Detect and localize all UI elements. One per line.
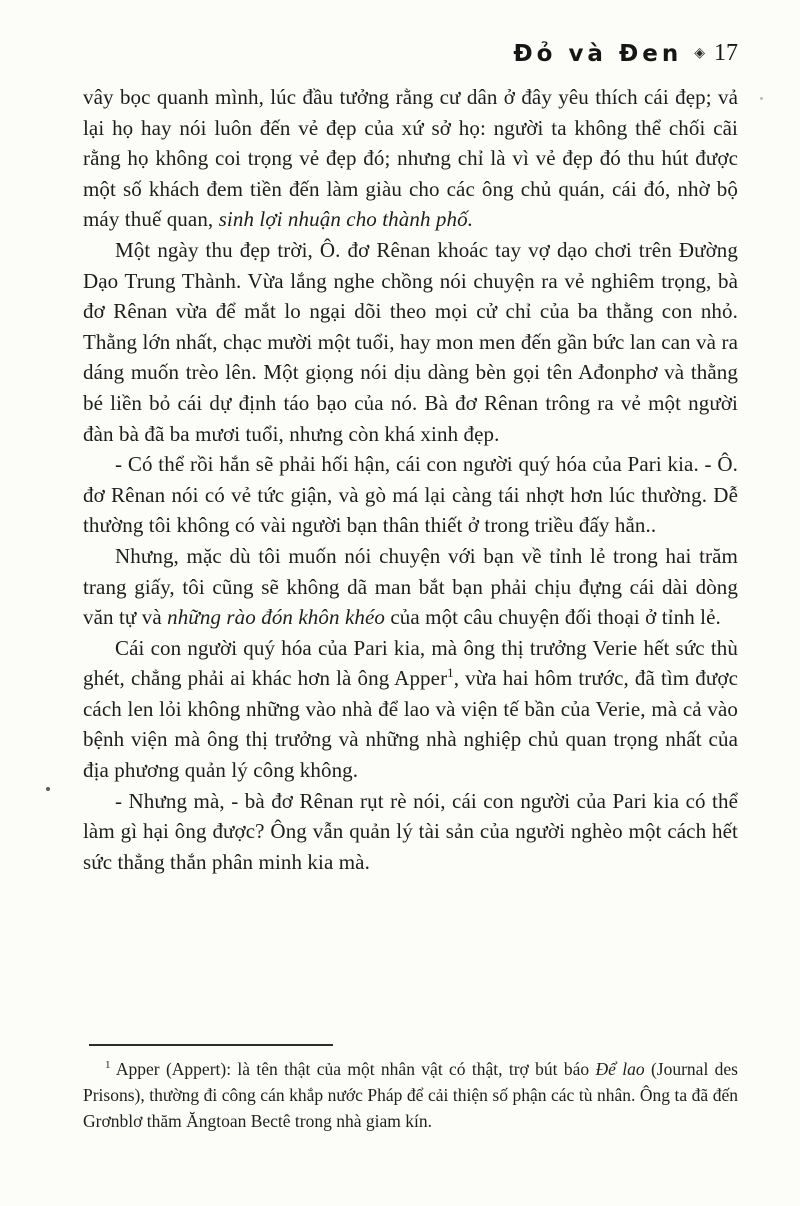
text-segment: Nhưng, mặc dù tôi muốn nói chuyện với bạn về tỉnh lẻ trong hai trăm trang giấy, tôi cũng sẽ không dã man bắt bạn phải chịu đựng cái dài dòng văn tự và <box>83 543 738 630</box>
text-segment: , vừa hai hôm trước, đã tìm được cách len lỏi không những vào nhà để lao và viện tế bần của Verie, mà cả vào bệnh viện mà ông thị trưởng và những nhà nghiệp chủ quan trọng nhất của địa phương quản lý công không. <box>83 666 738 783</box>
footnote-marker: 1 <box>105 1059 111 1072</box>
paragraph <box>83 541 738 633</box>
paragraph <box>83 633 738 786</box>
text-segment: vây bọc quanh mình, lúc đầu tưởng rằng cư dân ở đây yêu thích cái đẹp; vả lại họ hay nói luôn đến vẻ đẹp của xứ sở họ: người ta không thể chối cãi rằng họ không coi trọng vẻ đẹp đó; nhưng chỉ là vì vẻ đẹp đó thu hút được một số khách đem tiền đến làm giàu cho các ông chủ quán, cái đó, nhờ bộ máy thuế quan, <box>83 85 738 232</box>
text-segment-italic: sinh lợi nhuận cho thành phố. <box>218 207 474 232</box>
running-header <box>513 40 738 67</box>
scan-speck <box>46 787 50 791</box>
book-title: Đỏ và Đen <box>513 40 683 67</box>
page-number: 17 <box>714 40 738 66</box>
paragraph <box>83 449 738 541</box>
footnote-rule <box>89 1044 333 1046</box>
body-text <box>83 82 738 877</box>
paragraph <box>83 786 738 878</box>
text-segment-italic: Để lao <box>595 1059 645 1079</box>
text-segment-italic: những rào đón khôn khéo <box>167 605 385 630</box>
paragraph <box>83 82 738 235</box>
text-segment: của một câu chuyện đối thoại ở tỉnh lẻ. <box>385 605 721 630</box>
text-segment: Cái con người quý hóa của Pari kia, mà ông thị trưởng Verie hết sức thù ghét, chẳng phải ai khác hơn là ông Apper <box>83 635 738 691</box>
diamond-ornament-icon: ◈ <box>694 46 705 61</box>
text-segment: - Nhưng mà, - bà đơ Rênan rụt rè nói, cái con người của Pari kia có thể làm gì hại ông được? Ông vẫn quản lý tài sản của người nghèo một cách hết sức thẳng thắn phân minh kia mà. <box>83 788 738 874</box>
footnote-reference-marker: 1 <box>447 665 454 681</box>
text-segment: Apper (Appert): là tên thật của một nhân vật có thật, trợ bút báo <box>110 1059 596 1079</box>
footnote-block <box>83 1044 738 1134</box>
text-segment: - Có thể rồi hắn sẽ phải hối hận, cái con người quý hóa của Pari kia. - Ô. đơ Rênan nói có vẻ tức giận, và gò má lại càng tái nhợt hơn lúc thường. Dễ thường tôi không có vài người bạn thân thiết ở trong triều đấy hẳn.. <box>83 452 738 538</box>
paragraph <box>83 235 738 449</box>
footnote <box>83 1056 738 1134</box>
scan-speck <box>760 97 763 100</box>
text-segment: (Journal des Prisons), thường đi công cán khắp nước Pháp để cải thiện số phận các tù nhân. Ông ta đã đến Grơnblơ thăm Ăngtoan Bectê trong nhà giam kín. <box>83 1059 738 1131</box>
text-segment: Một ngày thu đẹp trời, Ô. đơ Rênan khoác tay vợ dạo chơi trên Đường Dạo Trung Thành. Vừa lắng nghe chồng nói chuyện ra vẻ nghiêm trọng, bà đơ Rênan vừa để mắt lo ngại dõi theo mọi cử chỉ của ba thằng con nhỏ. Thằng lớn nhất, chạc mười một tuổi, hay mon men đến gần bức lan can và ra dáng muốn trèo lên. Một giọng nói dịu dàng bèn gọi tên Ađonphơ và thằng bé liền bỏ cái dự định táo bạo của nó. Bà đơ Rênan trông ra vẻ một người đàn bà đã ba mươi tuổi, nhưng còn khá xinh đẹp. <box>83 237 738 446</box>
